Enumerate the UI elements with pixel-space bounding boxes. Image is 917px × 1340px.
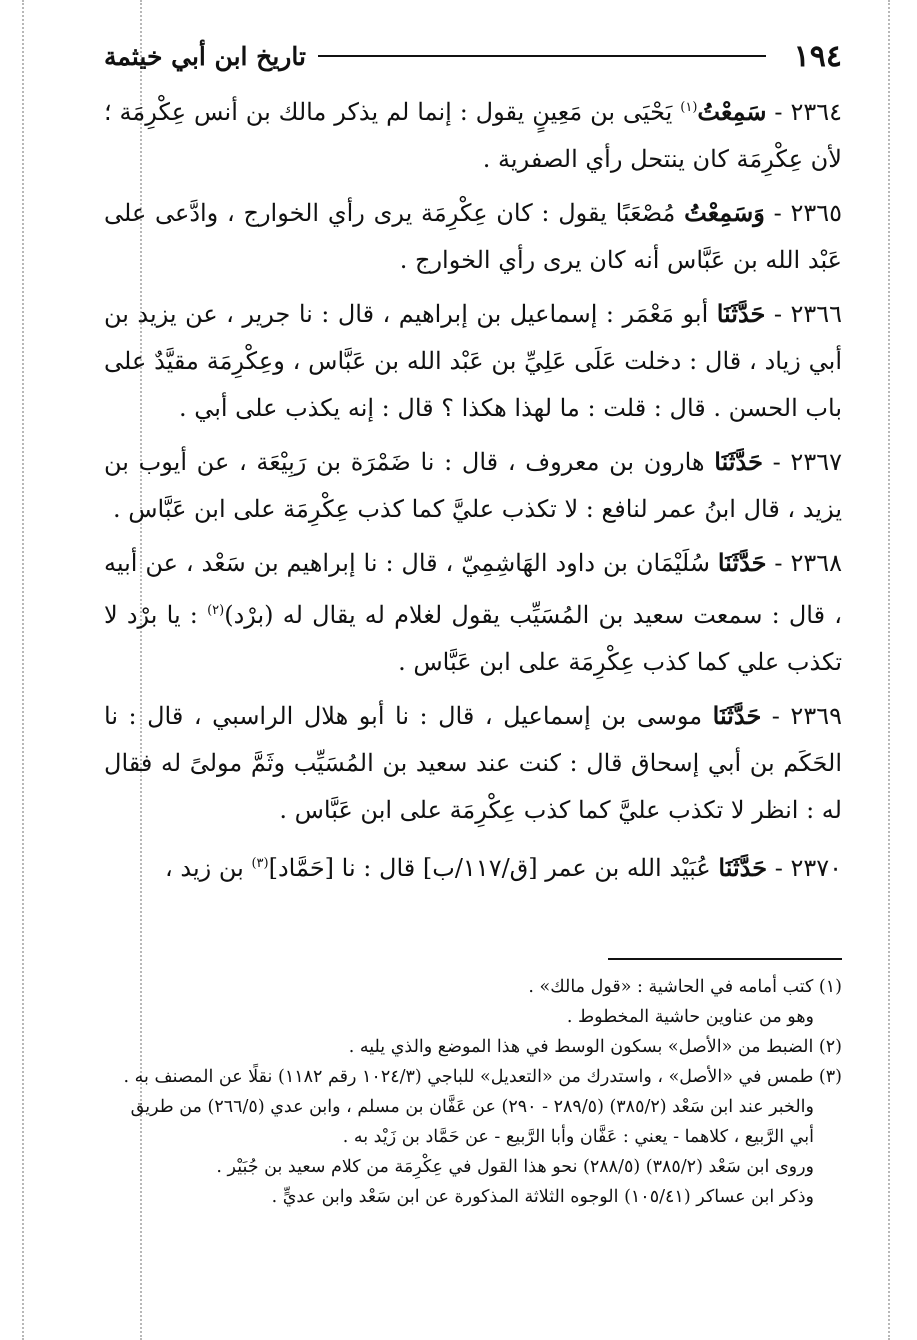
entry-number: ٢٣٧٠ [790,854,842,882]
entry-text: هارون بن معروف ، قال : نا ضَمْرَة بن رَبِيْعَة ، عن أيوب بن يزيد ، قال ابنُ عمر لنافع : لا تكذب عليَّ كما كذب عِكْرِمَة على ابن عَبَّاس . [104,448,842,523]
entry-text-continued: : يا برْد لا تكذب علي كما كذب عِكْرِمَة على ابن عَبَّاس . [104,601,842,676]
entry-2366: ٢٣٦٦ - حَدَّثَنَا أبو مَعْمَر : إسماعيل بن إبراهيم ، قال : نا جرير ، عن يزيد بن أبي زياد ، قال : دخلت عَلَى عَلِيِّ بن عَبْد الله بن عَبَّاس ، وعِكْرِمَة مقيَّدٌ على باب الحسن . قال : قلت : ما لهذا هكذا ؟ قال : إنه يكذب على أبي . [104,299,842,422]
entry-keyword: حَدَّثَنَا [712,701,762,730]
scan-dotted-margin-right [888,0,890,1340]
entry-keyword: وَسَمِعْتُ [684,198,765,227]
entry-text: موسى بن إسماعيل ، قال : نا أبو هلال الراسبي ، قال : نا الحَكَم بن أبي إسحاق قال : كنت عند سعيد بن المُسَيِّب وثَمَّ مولىً له فقال له : انظر لا تكذب عليَّ كما كذب عِكْرِمَة على ابن عَبَّاس . [104,702,842,824]
entry-keyword: حَدَّثَنَا [716,299,766,328]
page-number: ١٩٤ [793,38,842,74]
entry-2365: ٢٣٦٥ - وَسَمِعْتُ مُصْعَبًا يقول : كان عِكْرِمَة يرى رأي الخوارج ، وادَّعى على عَبْد الله بن عَبَّاس أنه كان يرى رأي الخوارج . [104,198,842,274]
entry-2364: ٢٣٦٤ - سَمِعْتُ$^{(١)}$ يَحْيَى بن مَعِينٍ يقول : إنما لم يذكر مالك بن أنس عِكْرِمَة ؛ لأن عِكْرِمَة كان ينتحل رأي الصفرية . [104,97,842,173]
entry-2370: ٢٣٧٠ - حَدَّثَنَا عُبَيْد الله بن عمر [ق/١١٧/ب] قال : نا [حَمَّاد]$^{(٣)}$ بن زيد ، [165,853,842,882]
entry-text: يَحْيَى بن مَعِينٍ يقول : إنما لم يذكر مالك بن أنس عِكْرِمَة ؛ لأن عِكْرِمَة كان ينتحل رأي الصفرية . [104,98,842,173]
entry-number: ٢٣٦٧ [790,448,842,476]
footnote-1: (١) كتب أمامه في الحاشية : «قول مالك» . [528,977,842,997]
page-body [104,28,842,898]
entry-2369: ٢٣٦٩ - حَدَّثَنَا موسى بن إسماعيل ، قال : نا أبو هلال الراسبي ، قال : نا الحَكَم بن أبي إسحاق قال : كنت عند سعيد بن المُسَيِّب وثَمَّ مولىً له فقال له : انظر لا تكذب عليَّ كما كذب عِكْرِمَة على ابن عَبَّاس . [104,701,842,824]
entry-number: ٢٣٦٩ [790,702,842,730]
footnotes [104,958,842,1212]
footnote-3-asakir: وذكر ابن عساكر (١٠٥/٤١) الوجوه الثلاثة المذكورة عن ابن سَعْد وابن عديٍّ . [271,1187,814,1207]
footnote-1-note: وهو من عناوين حاشية المخطوط . [566,1007,814,1027]
entry-number: ٢٣٦٨ [790,549,842,577]
page-header [104,28,842,84]
entry-text: مُصْعَبًا يقول : كان عِكْرِمَة يرى رأي الخوارج ، وادَّعى على عَبْد الله بن عَبَّاس أنه كان يرى رأي الخوارج . [104,199,842,274]
entry-2368: ٢٣٦٨ - حَدَّثَنَا سُلَيْمَان بن داود الهَاشِمِيّ ، قال : نا إبراهيم بن سَعْد ، عن أبيه ، قال : سمعت سعيد بن المُسَيِّب يقول لغلام له يقال له (برْد)$^{(٢)}$ : يا برْد لا تكذب علي كما كذب عِكْرِمَة على ابن عَبَّاس . [104,548,842,676]
footnote-ref: (٢) [207,603,225,618]
entry-text: أبو مَعْمَر : إسماعيل بن إبراهيم ، قال : نا جرير ، عن يزيد بن أبي زياد ، قال : دخلت عَلَى عَلِيِّ بن عَبْد الله بن عَبَّاس ، وعِكْرِمَة مقيَّدٌ على باب الحسن . قال : قلت : ما لهذا هكذا ؟ قال : إنه يكذب على أبي . [104,300,842,422]
header-rule [318,55,766,57]
entry-text: سُلَيْمَان بن داود الهَاشِمِيّ ، قال : نا إبراهيم بن سَعْد ، عن أبيه ، قال : سمعت سعيد بن المُسَيِّب يقول لغلام له يقال له (برْد) [104,549,842,629]
entry-2367: ٢٣٦٧ - حَدَّثَنَا هارون بن معروف ، قال : نا ضَمْرَة بن رَبِيْعَة ، عن أيوب بن يزيد ، قال ابنُ عمر لنافع : لا تكذب عليَّ كما كذب عِكْرِمَة على ابن عَبَّاس . [104,447,842,523]
footnote-3: (٣) طمس في «الأصل» ، واستدرك من «التعديل» للباجي (١٠٢٤/٣ رقم ١١٨٢) نقلًا عن المصنف به . [123,1067,842,1087]
footnote-2: (٢) الضبط من «الأصل» بسكون الوسط في هذا الموضع والذي يليه . [348,1037,842,1057]
footnote-3-source: والخبر عند ابن سَعْد (٣٨٥/٢) (٢٨٩/٥ - ٢٩٠) عن عَفَّان بن مسلم ، وابن عدي (٢٦٦/٥) من طريق أبي الرَّبيع ، كلاهما - يعني : عَفَّان وأبا الرَّبيع - عن حَمَّاد بن زَيْد به . [130,1097,814,1147]
entry-text-continued: بن زيد ، [165,854,252,882]
entry-keyword: سَمِعْتُ [697,97,767,126]
footnote-3-related: وروى ابن سَعْد (٣٨٥/٢) (٢٨٨/٥) نحو هذا القول في عِكْرِمَة من كلام سعيد بن جُبَيْر . [216,1157,814,1177]
running-title: تاريخ ابن أبي خيثمة [104,41,306,71]
entry-number: ٢٣٦٥ [790,199,842,227]
entry-text: عُبَيْد الله بن عمر [ق/١١٧/ب] قال : نا [حَمَّاد] [268,854,711,882]
entry-number: ٢٣٦٦ [790,300,842,328]
entry-keyword: حَدَّثَنَا [717,548,767,577]
footnote-ref: (١) [680,100,698,115]
entry-keyword: حَدَّثَنَا [718,853,768,882]
entry-keyword: حَدَّثَنَا [714,447,763,476]
entry-number: ٢٣٦٤ [790,98,842,126]
scan-dotted-margin-left [22,0,24,1340]
footnote-ref: (٣) [251,856,269,871]
